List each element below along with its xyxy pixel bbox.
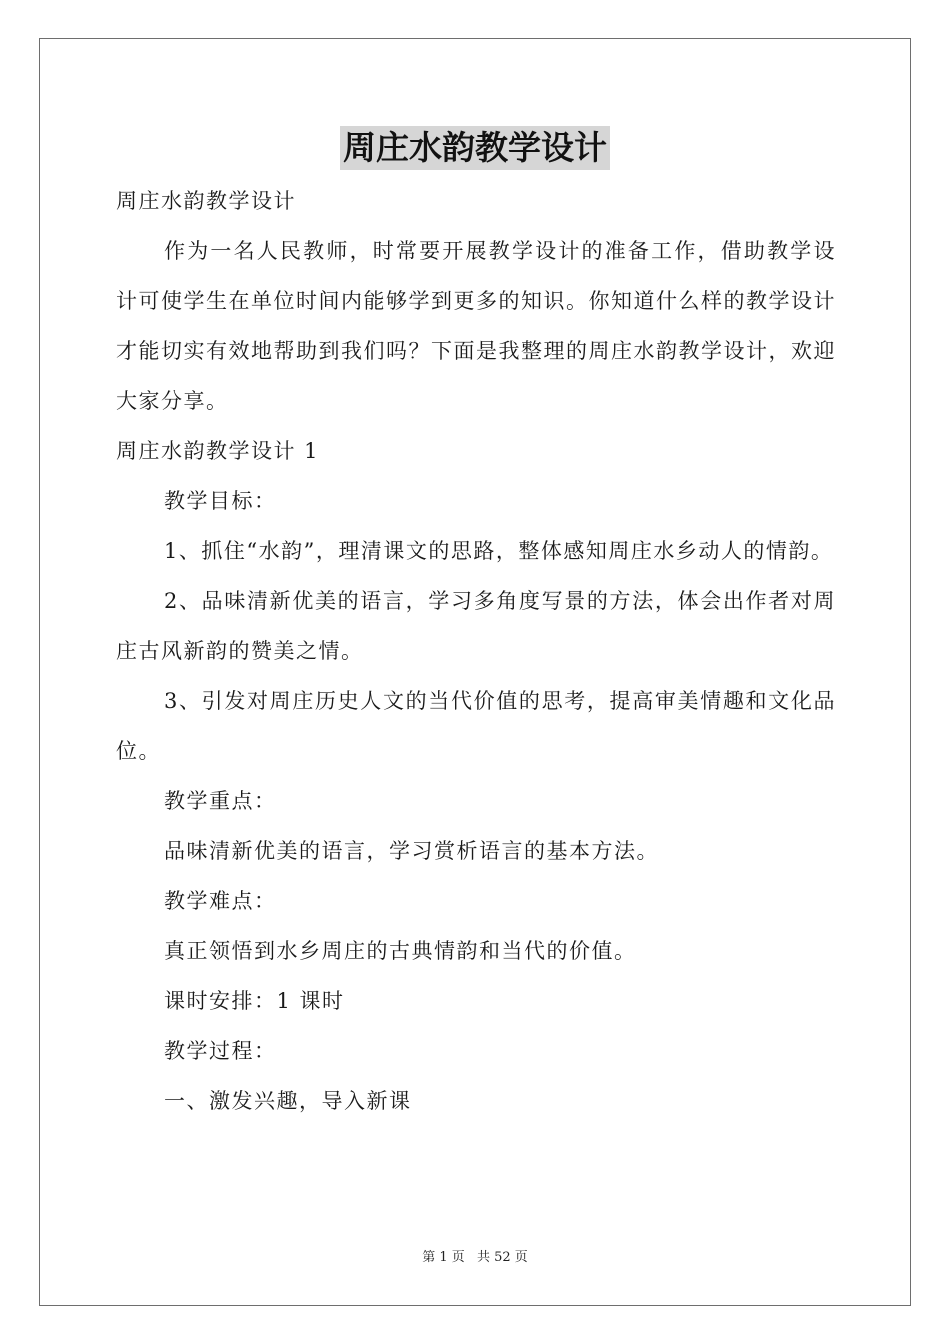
heading-teaching-goals: 教学目标： [164, 489, 277, 513]
key-points-text: 品味清新优美的语言，学习赏析语言的基本方法。 [164, 839, 659, 863]
page-footer [0, 1246, 950, 1265]
heading-process: 教学过程： [164, 1039, 277, 1063]
document-body [116, 176, 836, 1126]
heading-key-points: 教学重点： [164, 789, 277, 813]
document-title: 周庄水韵教学设计 [340, 126, 610, 170]
page-number: 第 1 页 [422, 1250, 465, 1265]
goal-item-1: 1、抓住“水韵”，理清课文的思路，整体感知周庄水乡动人的情韵。 [164, 539, 834, 563]
paragraph-intro: 作为一名人民教师，时常要开展教学设计的准备工作，借助教学设计可使学生在单位时间内能够学到更多的知识。你知道什么样的教学设计才能切实有效地帮助到我们吗？下面是我整理的周庄水韵教学设计，欢迎大家分享。 [116, 239, 836, 413]
lesson-schedule: 课时安排：1 课时 [164, 989, 345, 1013]
section-heading: 周庄水韵教学设计 1 [116, 439, 320, 463]
goal-item-3: 3、引发对周庄历史人文的当代价值的思考，提高审美情趣和文化品位。 [116, 689, 836, 763]
page-total: 共 52 页 [476, 1250, 528, 1265]
difficulties-text: 真正领悟到水乡周庄的古典情韵和当代的价值。 [164, 939, 637, 963]
heading-difficulties: 教学难点： [164, 889, 277, 913]
title-container [0, 126, 950, 170]
paragraph-subtitle: 周庄水韵教学设计 [116, 189, 296, 213]
goal-item-2: 2、品味清新优美的语言，学习多角度写景的方法，体会出作者对周庄古风新韵的赞美之情。 [116, 589, 836, 663]
process-step-1: 一、激发兴趣，导入新课 [164, 1089, 412, 1113]
